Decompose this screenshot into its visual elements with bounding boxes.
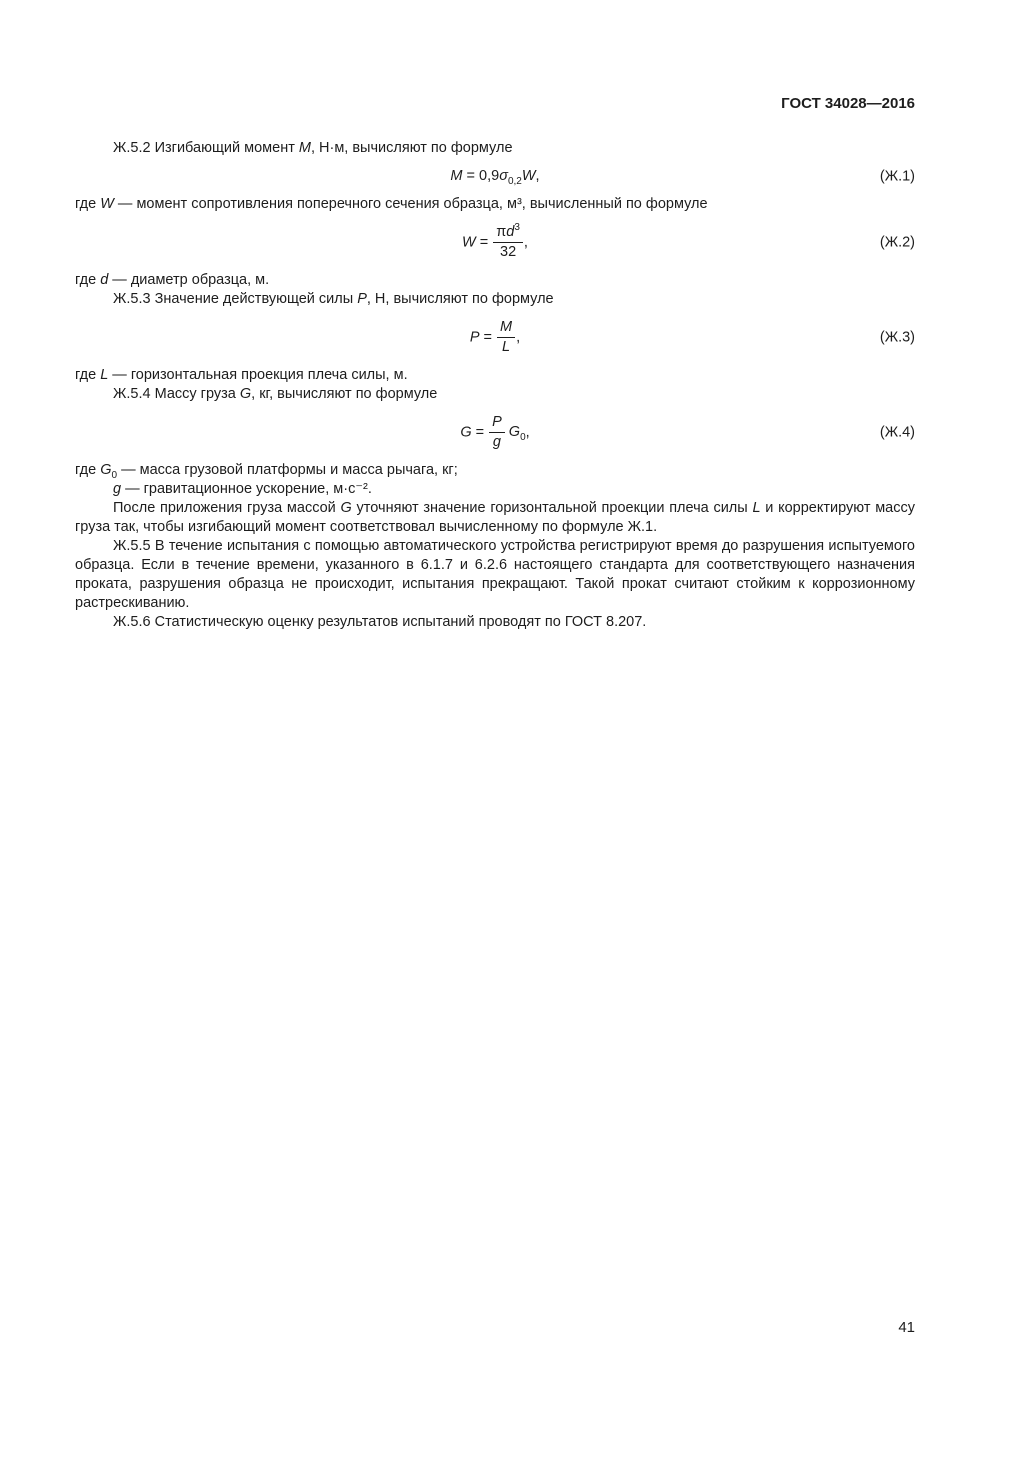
text-run: После приложения груза массой <box>113 500 341 516</box>
formula-row-zh4 <box>75 414 915 451</box>
paragraph-zh53 <box>75 290 915 309</box>
fraction-denominator: 32 <box>500 244 517 260</box>
variable-g0: G <box>508 424 521 441</box>
text-run: Ж.5.4 Массу груза <box>113 386 240 402</box>
text-run: где <box>75 196 101 212</box>
variable-d: d <box>506 224 515 240</box>
text-run: , кг, вычисляют по формуле <box>251 386 438 402</box>
formula-number-zh1: (Ж.1) <box>879 168 915 184</box>
exponent: 3 <box>514 222 520 234</box>
formula-rhs: W <box>521 168 536 184</box>
formula-punctuation: , <box>535 168 540 184</box>
variable-l: L <box>100 367 109 383</box>
pi-symbol: π <box>496 224 507 240</box>
formula-row-zh2 <box>75 224 915 261</box>
formula-punctuation: , <box>523 234 528 251</box>
variable-g: G <box>340 500 352 516</box>
formula-lhs: G <box>460 424 472 441</box>
paragraph-zh54 <box>75 385 915 404</box>
page-number: 41 <box>898 1319 915 1336</box>
formula-number-zh3: (Ж.3) <box>879 329 915 345</box>
paragraph-zh56: Ж.5.6 Статистическую оценку результатов испытаний проводят по ГОСТ 8.207. <box>113 614 647 630</box>
formula-row-zh1 <box>75 167 915 186</box>
paragraph-gde-w <box>75 195 915 214</box>
paragraph-gde-l <box>75 366 915 385</box>
formula-number-zh4: (Ж.4) <box>879 424 915 440</box>
text-run: где <box>75 462 101 478</box>
text-run: Ж.5.3 Значение действующей силы <box>113 291 358 307</box>
text-run: — диаметр образца, м. <box>108 272 270 288</box>
fraction <box>489 414 505 451</box>
formula-punctuation: , <box>525 424 530 441</box>
paragraph-zh55: Ж.5.5 В течение испытания с помощью автоматического устройства регистрируют время до разрушения испытуемого образца. Если в течение времени, указанного в 6.1.7 и 6.2.6 настоящего стандарта для соответствующего назначения проката, разрушения образца не происходит, испытания прекращают. Такой прокат считают стойким к коррозионному растрескиванию. <box>75 538 915 611</box>
text-run: где <box>75 272 101 288</box>
variable-g: G <box>239 386 252 402</box>
formula-operator: = <box>479 329 497 346</box>
variable-m: M <box>298 140 311 156</box>
variable-w: W <box>100 196 114 212</box>
paragraph-gde-g0 <box>75 461 915 480</box>
text-run: где <box>75 367 101 383</box>
fraction <box>497 319 515 356</box>
formula-zh2 <box>462 224 528 261</box>
variable-g0-subscript: 0 <box>111 469 118 481</box>
paragraph-posle <box>75 499 915 537</box>
formula-zh3 <box>470 319 520 356</box>
sigma-subscript: 0,2 <box>507 175 522 187</box>
text-run: — момент сопротивления поперечного сечения образца, м³, вычисленный по формуле <box>113 196 708 212</box>
fraction-denominator: L <box>502 339 511 355</box>
formula-number-zh2: (Ж.2) <box>879 234 915 250</box>
text-run: , Н, вычисляют по формуле <box>366 291 554 307</box>
formula-operator: = <box>475 234 493 251</box>
formula-punctuation: , <box>516 329 521 346</box>
text-run: Ж.5.2 Изгибающий момент <box>113 140 299 156</box>
text-run: , Н·м, вычисляют по формуле <box>310 140 513 156</box>
paragraph-zh52 <box>75 139 915 158</box>
variable-p: P <box>357 291 367 307</box>
fraction <box>493 224 523 261</box>
fraction-numerator: P <box>489 414 505 433</box>
formula-zh4 <box>460 414 529 451</box>
text-run: — масса грузовой платформы и масса рычага, кг; <box>117 462 458 478</box>
sigma-symbol: σ <box>499 168 508 184</box>
text-run: уточняют значение горизонтальной проекции плеча силы <box>351 500 753 516</box>
variable-g0: G <box>100 462 112 478</box>
formula-row-zh3 <box>75 319 915 356</box>
document-body <box>75 139 915 632</box>
paragraph-grav <box>75 480 915 499</box>
variable-d: d <box>100 272 109 288</box>
text-run: и корректируют массу груза так, чтобы изгибающий момент соответствовал вычисленному по формуле Ж.1. <box>75 500 915 535</box>
variable-l: L <box>752 500 761 516</box>
fraction-denominator: g <box>492 434 501 450</box>
formula-lhs: P <box>469 329 480 346</box>
fraction-numerator <box>493 224 523 243</box>
text-run: — гравитационное ускорение, м·с⁻². <box>121 481 372 497</box>
formula-operator: = 0,9 <box>462 168 500 184</box>
formula-zh1 <box>450 167 539 186</box>
formula-lhs: M <box>450 168 463 184</box>
variable-g0-subscript: 0 <box>520 432 526 444</box>
text-run: — горизонтальная проекция плеча силы, м. <box>108 367 408 383</box>
paragraph-gde-d <box>75 271 915 290</box>
formula-lhs: W <box>462 234 476 251</box>
document-code-header: ГОСТ 34028—2016 <box>781 95 915 112</box>
fraction-numerator: M <box>497 319 515 338</box>
formula-operator: = <box>471 424 489 441</box>
variable-little-g: g <box>113 481 122 497</box>
